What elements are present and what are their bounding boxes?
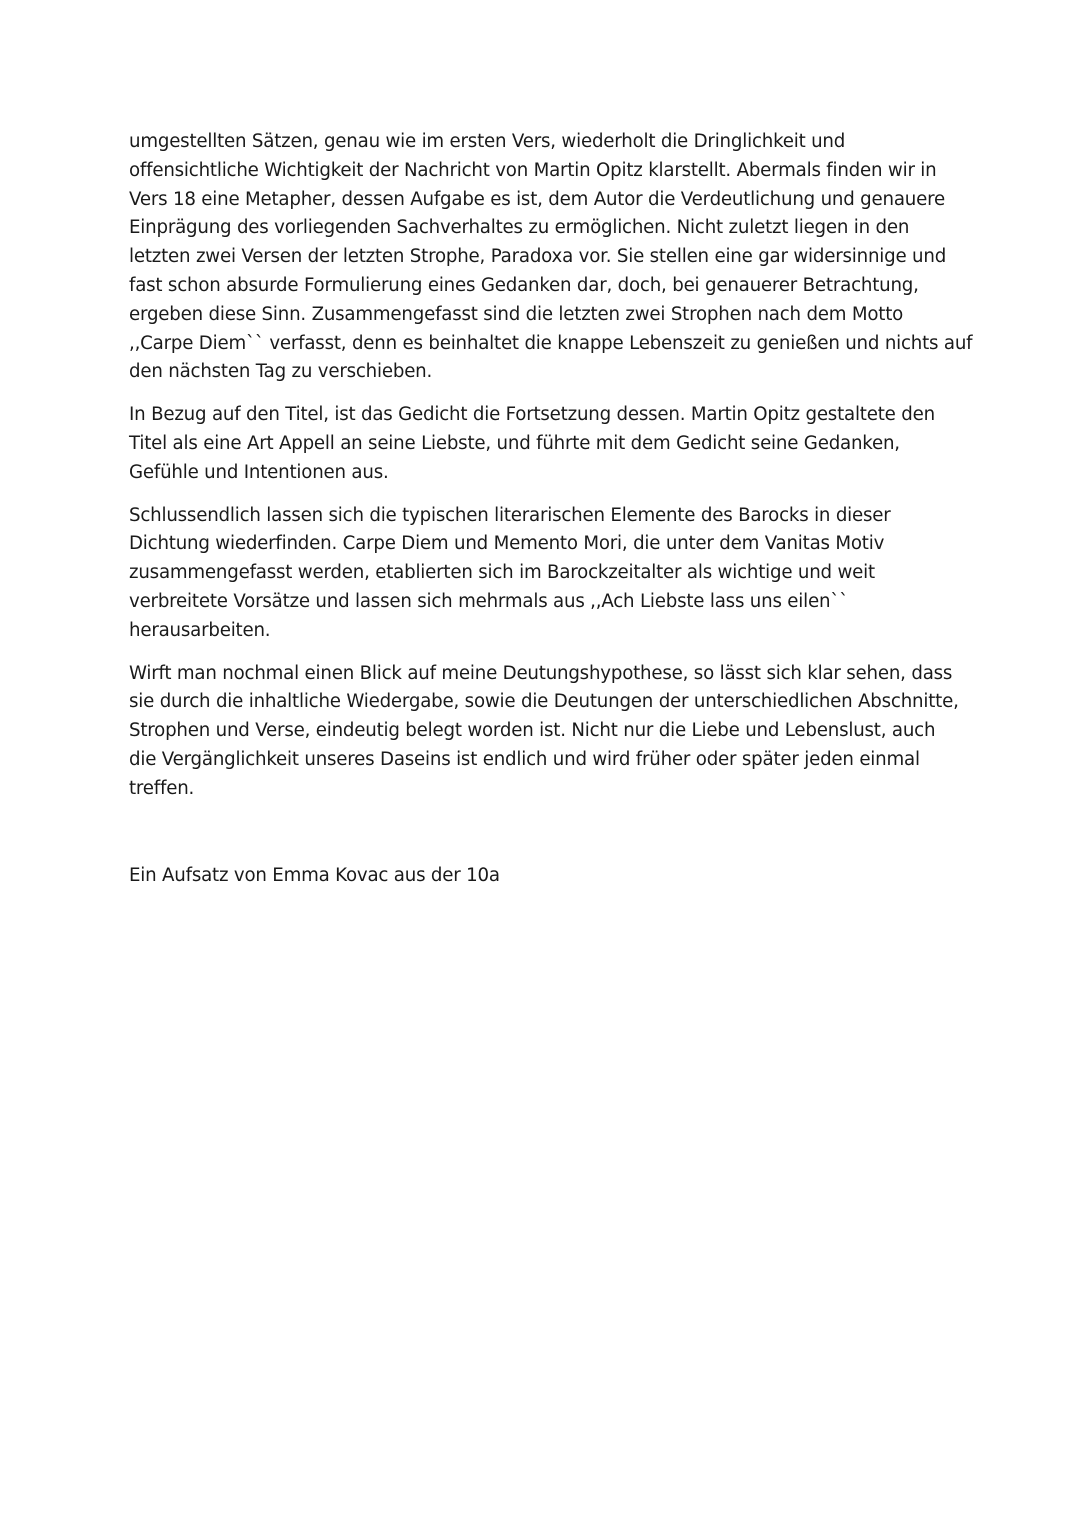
text-line: treffen. [129, 777, 195, 799]
text-line: letzten zwei Versen der letzten Strophe, Paradoxa vor. Sie stellen eine gar widersinnige und [129, 246, 947, 268]
text-line: sie durch die inhaltliche Wiedergabe, sowie die Deutungen der unterschiedlichen Abschnitte, [129, 691, 959, 713]
text-line: zusammengefasst werden, etablierten sich im Barockzeitalter als wichtige und weit [129, 562, 875, 584]
text-line: fast schon absurde Formulierung eines Gedanken dar, doch, bei genauerer Betrachtung, [129, 274, 919, 296]
document-body [129, 128, 973, 904]
text-line: Titel als eine Art Appell an seine Liebste, und führte mit dem Gedicht seine Gedanken, [129, 432, 900, 454]
text-line: Vers 18 eine Metapher, dessen Aufgabe es ist, dem Autor die Verdeutlichung und genauere [129, 188, 945, 210]
text-line: herausarbeiten. [129, 619, 271, 641]
text-line: den nächsten Tag zu verschieben. [129, 361, 433, 383]
text-line: die Vergänglichkeit unseres Daseins ist endlich und wird früher oder später jeden einmal [129, 748, 920, 770]
paragraph-titel [129, 401, 959, 487]
text-line: umgestellten Sätzen, genau wie im ersten Vers, wiederholt die Dringlichkeit und [129, 131, 846, 152]
text-line: Wirft man nochmal einen Blick auf meine Deutungshypothese, so lässt sich klar sehen, dass [129, 662, 953, 684]
author-signature: Ein Aufsatz von Emma Kovac aus der 10a [129, 864, 500, 886]
paragraph-stilmittel [129, 128, 973, 387]
text-line: Einprägung des vorliegenden Sachverhaltes zu ermöglichen. Nicht zuletzt liegen in den [129, 217, 910, 239]
text-line: Schlussendlich lassen sich die typischen literarischen Elemente des Barocks in dieser [129, 504, 891, 526]
text-line: Gefühle und Intentionen aus. [129, 461, 389, 483]
text-line: Dichtung wiederfinden. Carpe Diem und Memento Mori, die unter dem Vanitas Motiv [129, 533, 885, 555]
text-line: Strophen und Verse, eindeutig belegt worden ist. Nicht nur die Liebe und Lebenslust, auch [129, 720, 936, 742]
text-line: ,,Carpe Diem`` verfasst, denn es beinhaltet die knappe Lebenszeit zu genießen und nichts auf [129, 332, 973, 354]
text-line: offensichtliche Wichtigkeit der Nachricht von Martin Opitz klarstellt. Abermals finden wir in [129, 159, 937, 181]
text-line: In Bezug auf den Titel, ist das Gedicht die Fortsetzung dessen. Martin Opitz gestaltete den [129, 404, 935, 426]
paragraph-barock [129, 502, 959, 646]
text-line: verbreitete Vorsätze und lassen sich mehrmals aus ,,Ach Liebste lass uns eilen`` [129, 590, 849, 612]
paragraph-fazit [129, 660, 959, 804]
text-line: ergeben diese Sinn. Zusammengefasst sind die letzten zwei Strophen nach dem Motto [129, 303, 904, 325]
